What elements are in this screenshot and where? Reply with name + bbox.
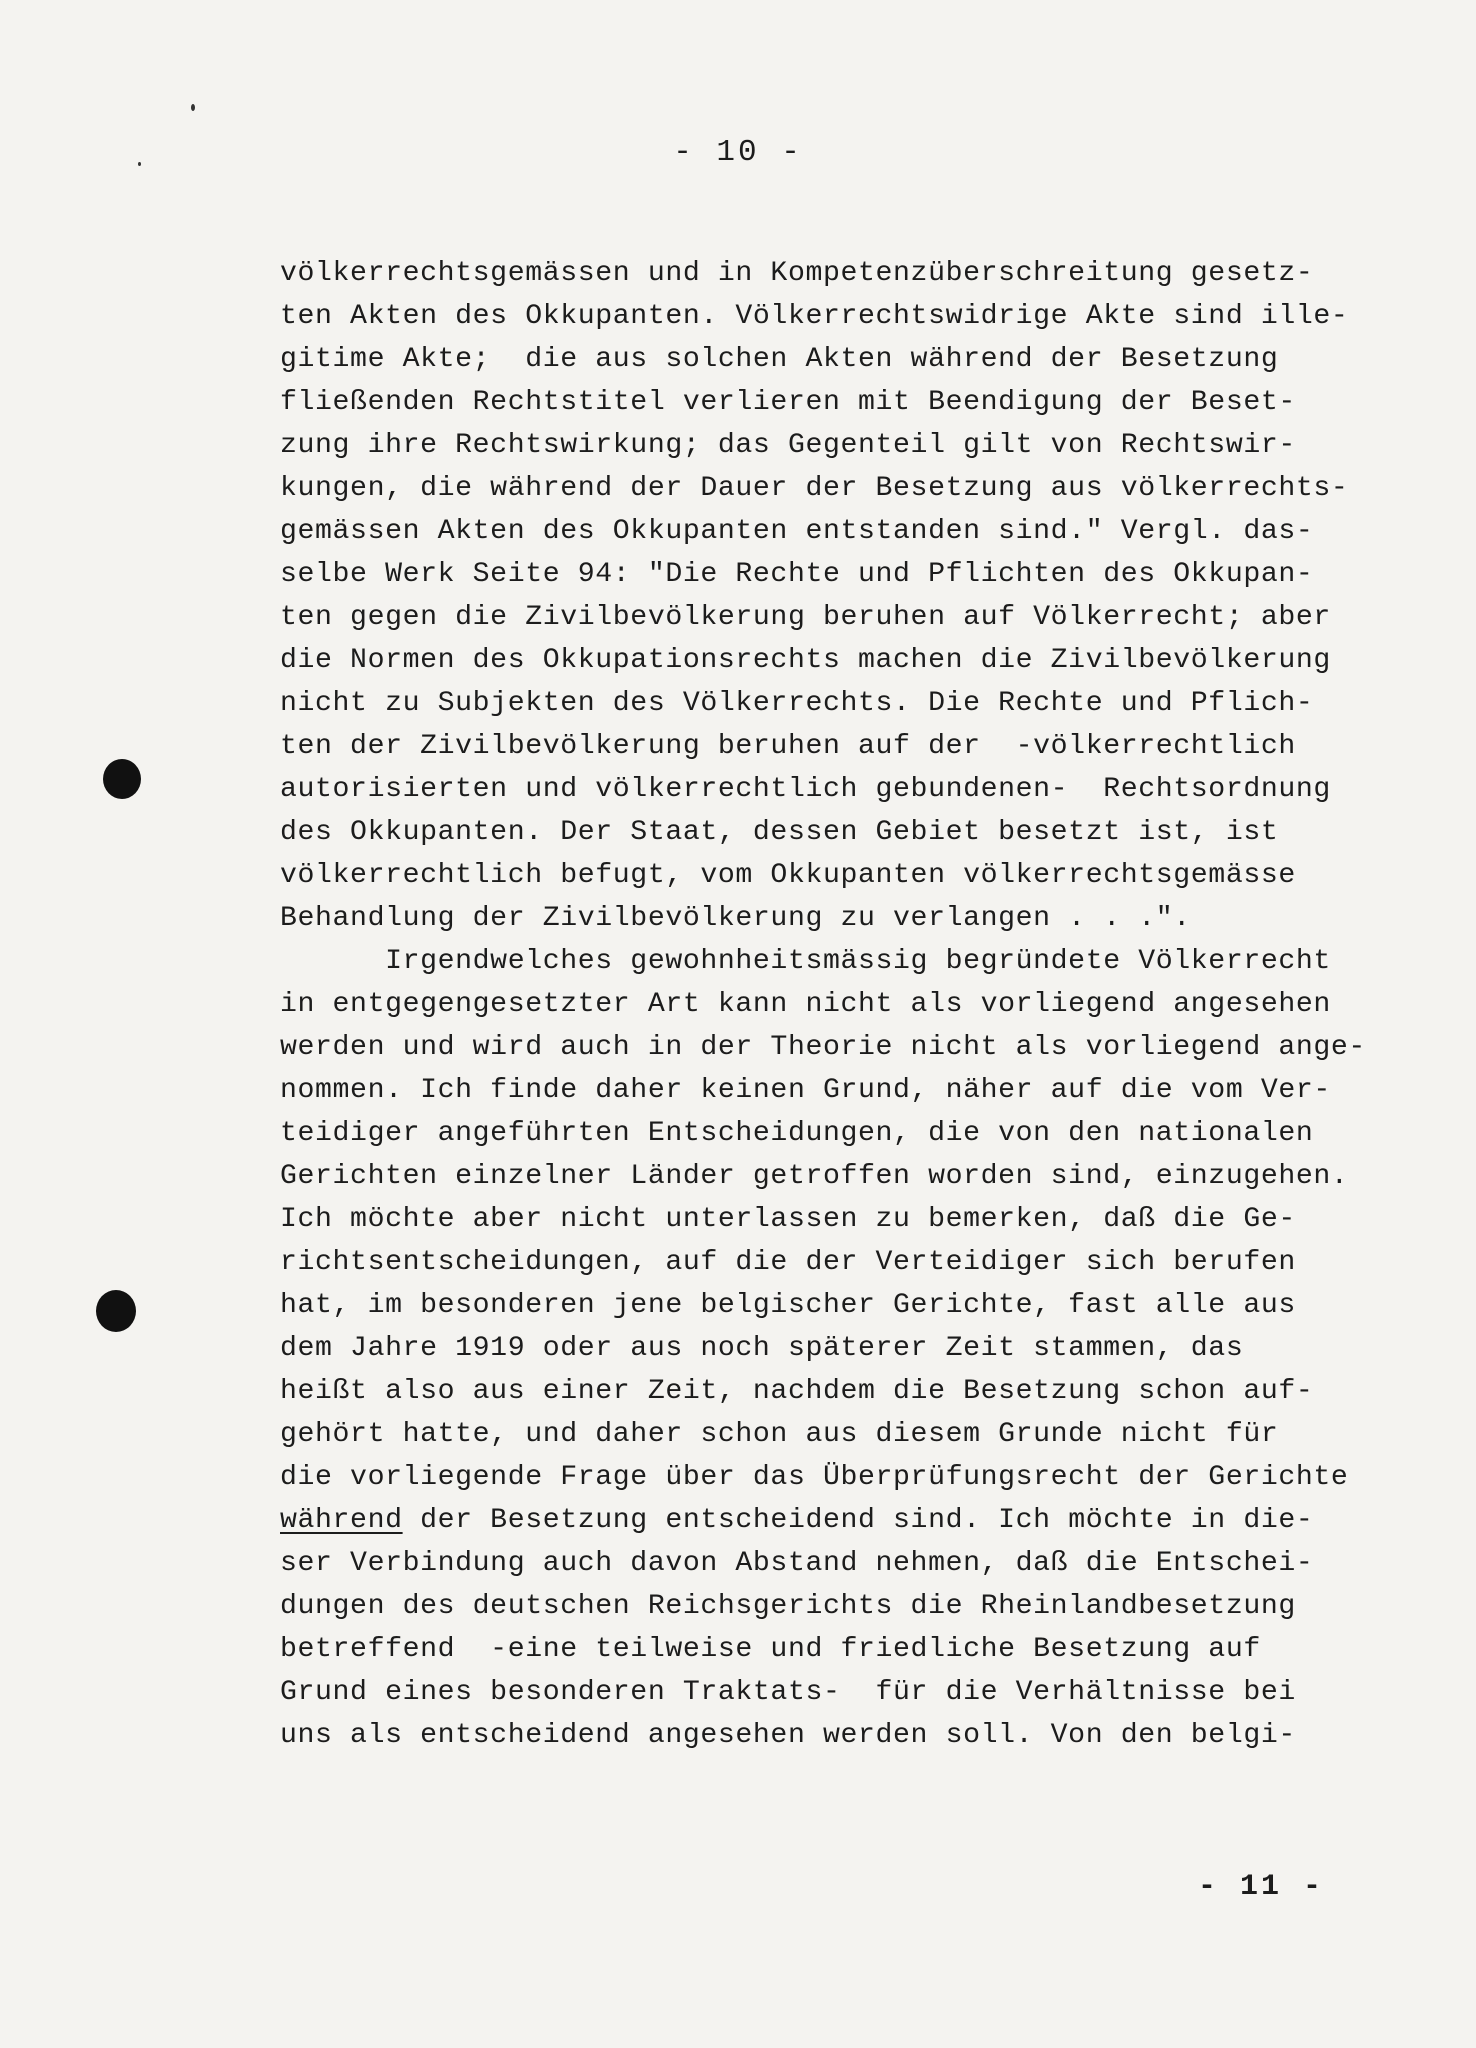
text-line: hat, im besonderen jene belgischer Gerichte, fast alle aus (280, 1290, 1296, 1321)
text-line: dungen des deutschen Reichsgerichts die Rheinlandbesetzung (280, 1591, 1296, 1622)
text-line: nommen. Ich finde daher keinen Grund, näher auf die vom Ver- (280, 1075, 1331, 1106)
text-line: in entgegengesetzter Art kann nicht als vorliegend angesehen (280, 989, 1331, 1020)
text-line: werden und wird auch in der Theorie nicht als vorliegend ange- (280, 1032, 1366, 1063)
text-line: selbe Werk Seite 94: "Die Rechte und Pflichten des Okkupan- (280, 559, 1314, 590)
text-line: die vorliegende Frage über das Überprüfungsrecht der Gerichte (280, 1462, 1349, 1493)
text-line: richtsentscheidungen, auf die der Verteidiger sich berufen (280, 1247, 1296, 1278)
text-line: gemässen Akten des Okkupanten entstanden sind." Vergl. das- (280, 516, 1314, 547)
text-line: ten der Zivilbevölkerung beruhen auf der -völkerrechtlich (280, 731, 1296, 762)
line-rest: der Besetzung entscheidend sind. Ich möchte in die- (402, 1505, 1314, 1536)
text-line: ser Verbindung auch davon Abstand nehmen, daß die Entschei- (280, 1548, 1314, 1579)
paragraph-1 (280, 252, 1349, 940)
underlined-word: während (280, 1505, 403, 1536)
text-line: gehört hatte, und daher schon aus diesem Grunde nicht für (280, 1419, 1279, 1450)
text-line: ten Akten des Okkupanten. Völkerrechtswidrige Akte sind ille- (280, 301, 1349, 332)
text-line: teidiger angeführten Entscheidungen, die von den nationalen (280, 1118, 1314, 1149)
paper-speck (191, 104, 195, 111)
body-text (280, 252, 1366, 1757)
text-line: Grund eines besonderen Traktats- für die Verhältnisse bei (280, 1677, 1296, 1708)
text-line: völkerrechtlich befugt, vom Okkupanten völkerrechtsgemässe (280, 860, 1296, 891)
text-line: kungen, die während der Dauer der Besetzung aus völkerrechts- (280, 473, 1349, 504)
text-line: völkerrechtsgemässen und in Kompetenzüberschreitung gesetz- (280, 258, 1314, 289)
punch-hole (96, 1290, 136, 1332)
text-line: zung ihre Rechtswirkung; das Gegenteil gilt von Rechtswir- (280, 430, 1296, 461)
text-line: gitime Akte; die aus solchen Akten während der Besetzung (280, 344, 1279, 375)
text-line: Behandlung der Zivilbevölkerung zu verlangen . . .". (280, 903, 1191, 934)
text-line: die Normen des Okkupationsrechts machen die Zivilbevölkerung (280, 645, 1331, 676)
text-line: dem Jahre 1919 oder aus noch späterer Zeit stammen, das (280, 1333, 1244, 1364)
page-number-top: - 10 - (673, 135, 803, 170)
text-line-underlined (280, 1499, 1340, 1542)
text-line: betreffend -eine teilweise und friedliche Besetzung auf (280, 1634, 1261, 1665)
text-line: des Okkupanten. Der Staat, dessen Gebiet besetzt ist, ist (280, 817, 1279, 848)
page-number-bottom: - 11 - (1197, 1870, 1324, 1904)
punch-hole (103, 759, 141, 799)
paragraph-2 (280, 940, 1366, 1757)
text-line: autorisierten und völkerrechtlich gebundenen- Rechtsordnung (280, 774, 1331, 805)
text-line: uns als entscheidend angesehen werden soll. Von den belgi- (280, 1720, 1296, 1751)
text-line: nicht zu Subjekten des Völkerrechts. Die Rechte und Pflich- (280, 688, 1314, 719)
text-line: Gerichten einzelner Länder getroffen worden sind, einzugehen. (280, 1161, 1349, 1192)
text-line: Ich möchte aber nicht unterlassen zu bemerken, daß die Ge- (280, 1204, 1296, 1235)
text-line: Irgendwelches gewohnheitsmässig begründete Völkerrecht (280, 946, 1331, 977)
text-line: heißt also aus einer Zeit, nachdem die Besetzung schon auf- (280, 1376, 1314, 1407)
text-line: fließenden Rechtstitel verlieren mit Beendigung der Beset- (280, 387, 1296, 418)
text-line: ten gegen die Zivilbevölkerung beruhen auf Völkerrecht; aber (280, 602, 1331, 633)
